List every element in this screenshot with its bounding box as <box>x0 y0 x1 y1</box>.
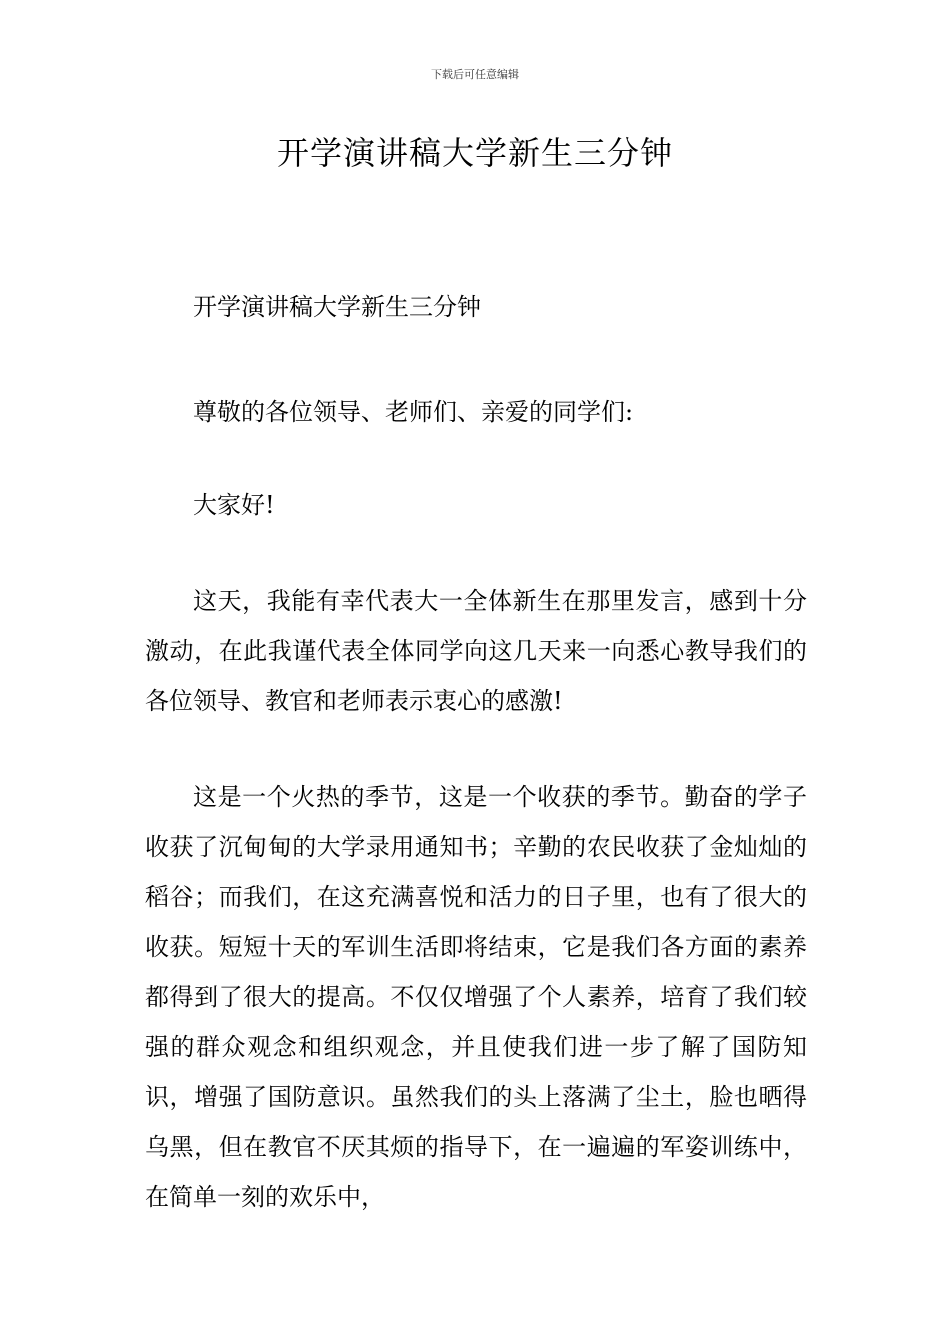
document-title: 开学演讲稿大学新生三分钟 <box>276 134 673 172</box>
paragraph-greeting: 大家好! <box>193 491 275 519</box>
paragraph-intro: 这天，我能有幸代表大一全体新生在那里发言，感到十分激动，在此我谨代表全体同学向这几天来一向悉心教导我们的各位领导、教官和老师表示衷心的感激! <box>145 587 807 715</box>
paragraph-subtitle: 开学演讲稿大学新生三分钟 <box>193 293 481 321</box>
document-body <box>145 282 807 1222</box>
paragraph-main: 这是一个火热的季节，这是一个收获的季节。勤奋的学子收获了沉甸甸的大学录用通知书；辛勤的农民收获了金灿灿的稻谷；而我们，在这充满喜悦和活力的日子里，也有了很大的收获。短短十天的军训生活即将结束，它是我们各方面的素养都得到了很大的提高。不仅仅增强了个人素养，培育了我们较强的群众观念和组织观念，并且使我们进一步了解了国防知识，增强了国防意识。虽然我们的头上落满了尘土，脸也晒得乌黑，但在教官不厌其烦的指导下，在一遍遍的军姿训练中，在简单一刻的欢乐中， <box>145 783 807 1211</box>
header-note: 下载后可任意编辑 <box>431 68 519 81</box>
paragraph-salutation: 尊敬的各位领导、老师们、亲爱的同学们: <box>193 398 634 426</box>
